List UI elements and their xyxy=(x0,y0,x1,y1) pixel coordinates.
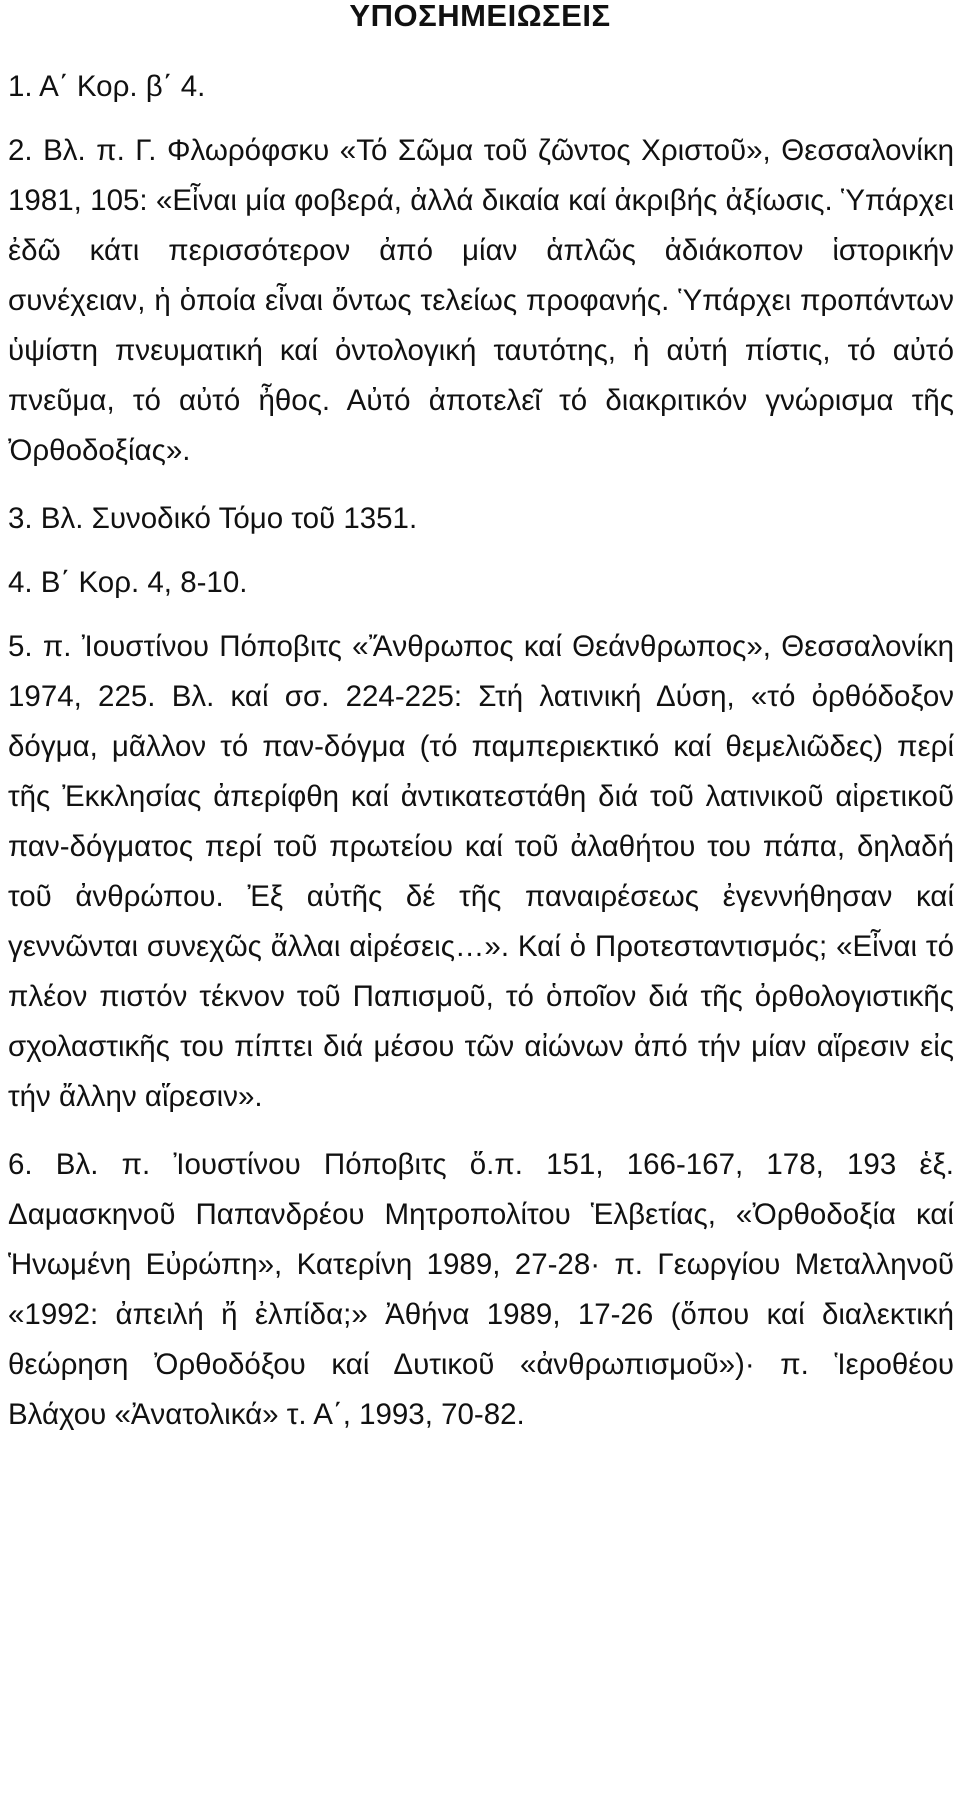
footnote-3: 3. Βλ. Συνοδικό Τόμο τοῦ 1351. xyxy=(8,502,418,535)
footnote-4: 4. Β΄ Κορ. 4, 8-10. xyxy=(8,566,248,599)
footnote-1: 1. Α΄ Κορ. β΄ 4. xyxy=(8,70,206,103)
footnote-list xyxy=(8,62,954,1440)
footnote-6: 6. Βλ. π. Ἰουστίνου Πόποβιτς ὅ.π. 151, 166-167, 178, 193 ἑξ. Δαμασκηνοῦ Παπανδρέου Μητροπολίτου Ἑλβετίας, «Ὀρθοδοξία καί Ἡνωμένη Εὐρώπη», Κατερίνη 1989, 27-28· π. Γεωργίου Μεταλληνοῦ «1992: ἀπειλή ἤ ἐλπίδα;» Ἀθήνα 1989, 17-26 (ὅπου καί διαλεκτική θεώρηση Ὀρθοδόξου καί Δυτικοῦ «ἀνθρωπισμοῦ»)· π. Ἱεροθέου Βλάχου «Ἀνατολικά» τ. Α΄, 1993, 70-82. xyxy=(8,1148,954,1431)
footnote-5: 5. π. Ἰουστίνου Πόποβιτς «Ἄνθρωπος καί Θεάνθρωπος», Θεσσαλονίκη 1974, 225. Βλ. καί σσ. 224-225: Στή λατινική Δύση, «τό ὀρθόδοξον δόγμα, μᾶλλον τό παν-δόγμα (τό παμπεριεκτικό καί θεμελιῶδες) περί τῆς Ἐκκλησίας ἀπερίφθη καί ἀντικατεστάθη διά τοῦ λατινικοῦ αἱρετικοῦ παν-δόγματος περί τοῦ πρωτείου καί τοῦ ἀλαθήτου του πάπα, δηλαδή τοῦ ἀνθρώπου. Ἐξ αὐτῆς δέ τῆς παναιρέσεως ἐγεννήθησαν καί γεννῶνται συνεχῶς ἄλλαι αἱρέσεις…». Καί ὁ Προτεσταντισμός; «Εἶναι τό πλέον πιστόν τέκνον τοῦ Παπισμοῦ, τό ὁποῖον διά τῆς ὀρθολογιστικῆς σχολαστικῆς του πίπτει διά μέσου τῶν αἰώνων ἀπό τήν μίαν αἵρεσιν εἰς τήν ἄλλην αἵρεσιν». xyxy=(8,630,954,1113)
page-title: ΥΠΟΣΗΜΕΙΩΣΕΙΣ xyxy=(349,0,611,33)
footnote-2: 2. Βλ. π. Γ. Φλωρόφσκυ «Τό Σῶμα τοῦ ζῶντος Χριστοῦ», Θεσσαλονίκη 1981, 105: «Εἶναι μία φοβερά, ἀλλά δικαία καί ἀκριβής ἀξίωσις. Ὑπάρχει ἐδῶ κάτι περισσότερον ἀπό μίαν ἁπλῶς ἀδιάκοπον ἱστορικήν συνέχειαν, ἡ ὁποία εἶναι ὄντως τελείως προφανής. Ὑπάρχει προπάντων ὑψίστη πνευματική καί ὀντολογική ταυτότης, ἡ αὐτή πίστις, τό αὐτό πνεῦμα, τό αὐτό ἦθος. Αὐτό ἀποτελεῖ τό διακριτικόν γνώρισμα τῆς Ὀρθοδοξίας». xyxy=(8,134,954,467)
